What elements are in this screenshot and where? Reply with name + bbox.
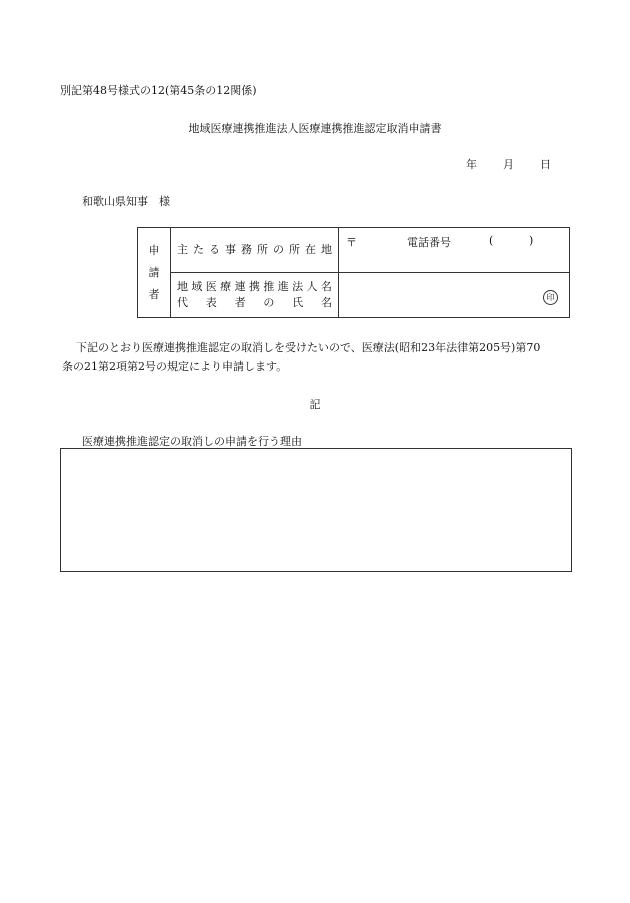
date-month: 月 (503, 158, 514, 171)
addressee: 和歌山県知事 様 (82, 195, 170, 208)
date-line (466, 156, 551, 172)
corp-name-field[interactable] (339, 273, 570, 318)
office-location-field[interactable] (339, 228, 570, 273)
body-text (62, 338, 541, 376)
postal-mark: 〒 (346, 236, 357, 249)
body-line-2: 条の21第2項第2号の規定により申請します。 (62, 360, 288, 373)
reason-label: 医療連携推進認定の取消しの申請を行う理由 (82, 435, 302, 448)
document-title: 地域医療連携推進法人医療連携推進認定取消申請書 (188, 122, 442, 135)
form-reference: 別記第48号様式の12(第45条の12関係) (60, 84, 257, 97)
rep-name-label: 代 表 者 の 氏 名 (177, 296, 332, 309)
ki-heading: 記 (309, 398, 321, 411)
seal-icon: 印 (543, 290, 558, 305)
phone-label: 電話番号 (407, 236, 451, 249)
body-line-1: 下記のとおり医療連携推進認定の取消しを受けたいので、医療法(昭和23年法律第205号)第70 (76, 341, 541, 354)
phone-paren-close: ) (529, 234, 534, 247)
phone-paren-open: ( (489, 234, 494, 247)
applicant-side-label: 申 請 者 (138, 228, 171, 318)
reason-field[interactable] (60, 448, 572, 572)
corp-name-label: 地 域 医 療 連 携 推 進 法 人 名 代 表 者 の 氏 名 (171, 273, 339, 318)
office-location-label: 主 た る 事 務 所 の 所 在 地 (171, 228, 339, 273)
date-day: 日 (540, 158, 551, 171)
applicant-table (137, 227, 570, 318)
date-year: 年 (466, 158, 477, 171)
